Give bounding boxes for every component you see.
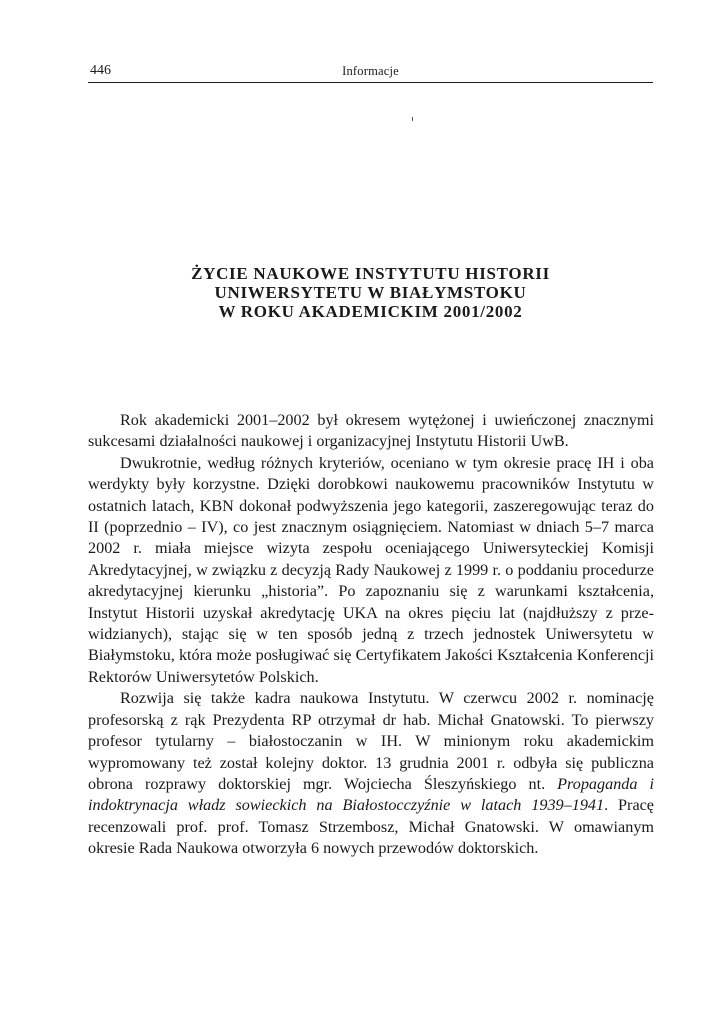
title-line-2: UNIWERSYTETU W BIAŁYMSTOKU [214,283,527,302]
paragraph-3-text-start: Rozwija się także kadra naukowa Instytutu. W czerwcu 2002 r. nominację profesorską z rąk Prezydenta RP otrzymał dr hab. Michał Gnatowski. To pierwszy profesor tytularny – białostoczanin w IH. W minionym roku akademickim wypromowany też został kolejny doktor. 13 grudnia 2001 r. odbyła się publiczna obrona rozprawy doktorskiej mgr. Wojciecha Śleszyńskiego nt. [88,689,654,793]
title-line-3: W ROKU AKADEMICKIM 2001/2002 [218,302,523,321]
dissertation-title: Propaganda i indoktrynacja władz sowieckich na Białostocczyźnie w latach 1939–1941 [88,774,654,815]
article-body [88,410,654,860]
article-title [100,264,641,321]
title-line-1: ŻYCIE NAUKOWE INSTYTUTU HISTORII [191,264,550,283]
paragraph-3-text-end: . Pracę recenzowali prof. prof. Tomasz Strzembosz, Michał Gnatowski. W omawianym okresie Rada Naukowa otworzyła 6 nowych przewodów doktorskich. [88,796,654,858]
scan-speck [412,117,413,121]
paragraph-2: Dwukrotnie, według różnych kryteriów, oceniano w tym okresie pracę IH i oba werdykty były korzystne. Dzięki dorobkowi naukowemu pracowników Instytutu w ostatnich latach, KBN dokonał podwyższenia jego kategorii, zaszeregowując teraz do II (poprzednio – IV), co jest znacznym osiągnięciem. Natomiast w dniach 5–7 marca 2002 r. miała miejsce wizyta zespołu oceniającego Uniwersyteckiej Komisji Akredytacyjnej, w związku z decyzją Rady Naukowej z 1999 r. o poddaniu procedurze akredytacyjnej kierunku „historia”. Po zapoznaniu się z warunkami kształcenia, Instytut Historii uzyskał akredytację UKA na okres pięciu lat (najdłuższy z przewidzianych), stając się w ten sposób jedną z trzech jednostek Uniwersytetu w Białymstoku, która może posługiwać się Certyfikatem Jakości Kształcenia Konferencji Rektorów Uniwersytetów Polskich. [88,453,654,686]
paragraph-3 [88,688,654,859]
running-header [88,62,653,83]
paragraph-1: Rok akademicki 2001–2002 był okresem wytężonej i uwieńczonej znacznymi sukcesami działalności naukowej i organizacyjnej Instytutu Historii UwB. [88,411,654,451]
running-title: Informacje [342,64,399,78]
page-number: 446 [90,63,111,78]
